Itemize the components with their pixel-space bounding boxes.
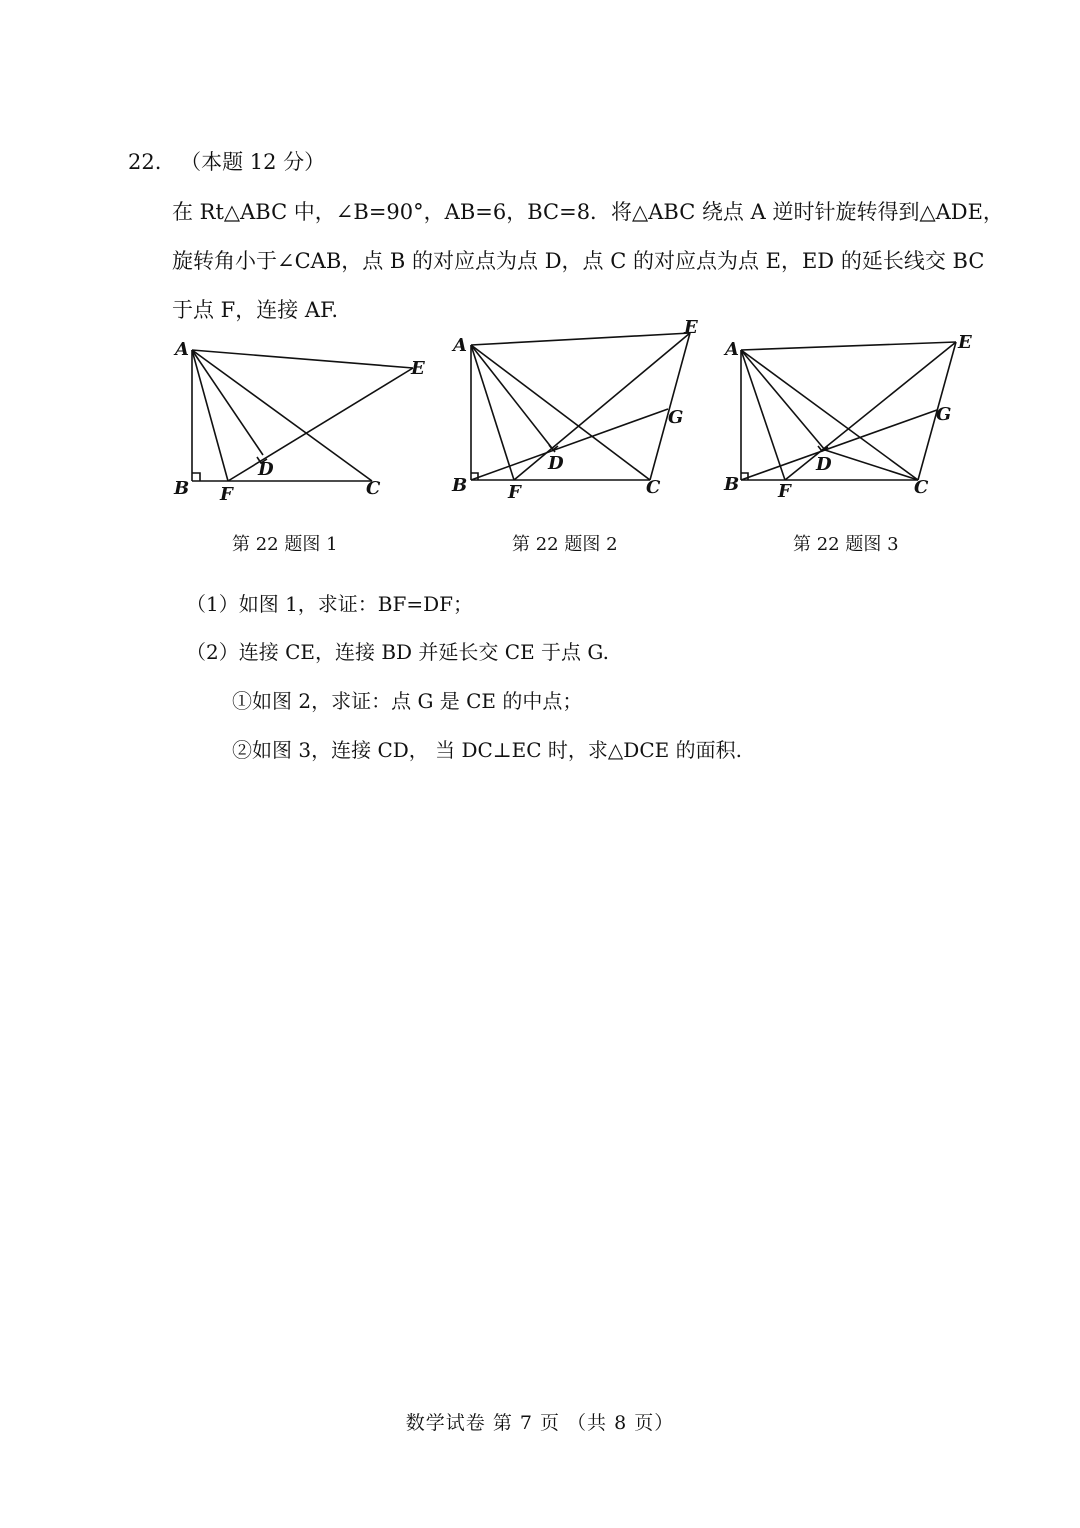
fig3-label-b: B [724,474,740,495]
fig1-label-c: C [366,478,381,499]
fig2-label-b: B [452,475,468,496]
fig2-label-a: A [453,335,467,356]
fig1-label-a: A [175,339,189,360]
stem-line-1: 在 Rt△ABC 中，∠B=90°，AB=6，BC=8．将△ABC 绕点 A 逆时针旋转得到△ADE， [172,200,1004,224]
fig3-label-a: A [725,339,739,360]
page-footer: 数学试卷 第 7 页 （共 8 页） [405,1412,675,1434]
part-2-2: ②如图 3，连接 CD， 当 DC⊥EC 时，求△DCE 的面积. [232,738,742,762]
part-2-1: ①如图 2，求证：点 G 是 CE 的中点； [232,689,583,713]
fig2-label-f: F [508,482,521,503]
fig3-label-c: C [914,477,929,498]
fig3-label-f: F [778,481,791,502]
stem-line-2: 旋转角小于∠CAB，点 B 的对应点为点 D，点 C 的对应点为点 E，ED 的延长线交 BC [172,249,985,273]
stem-line-3: 于点 F，连接 AF. [172,298,339,322]
question-header [128,146,325,176]
figure-2 [450,315,720,505]
question-score: （本题 12 分） [180,150,326,174]
fig1-label-e: E [411,358,425,379]
part-2: （2）连接 CE，连接 BD 并延长交 CE 于点 G. [186,640,610,664]
caption-2: 第 22 题图 2 [512,534,618,555]
fig1-label-f: F [220,484,233,505]
fig1-label-b: B [174,478,190,499]
fig1-label-d: D [258,459,274,480]
part-1: （1）如图 1，求证：BF=DF； [186,592,474,616]
caption-1: 第 22 题图 1 [232,534,338,555]
fig2-label-g: G [668,407,684,428]
figure-3 [722,330,992,505]
fig2-label-e: E [684,317,698,338]
fig3-label-e: E [958,332,972,353]
fig3-label-g: G [936,404,952,425]
figure-1 [170,330,440,510]
fig2-label-c: C [646,477,661,498]
question-number: 22. [128,150,162,174]
fig3-label-d: D [816,454,832,475]
fig2-label-d: D [548,453,564,474]
caption-3: 第 22 题图 3 [793,534,899,555]
